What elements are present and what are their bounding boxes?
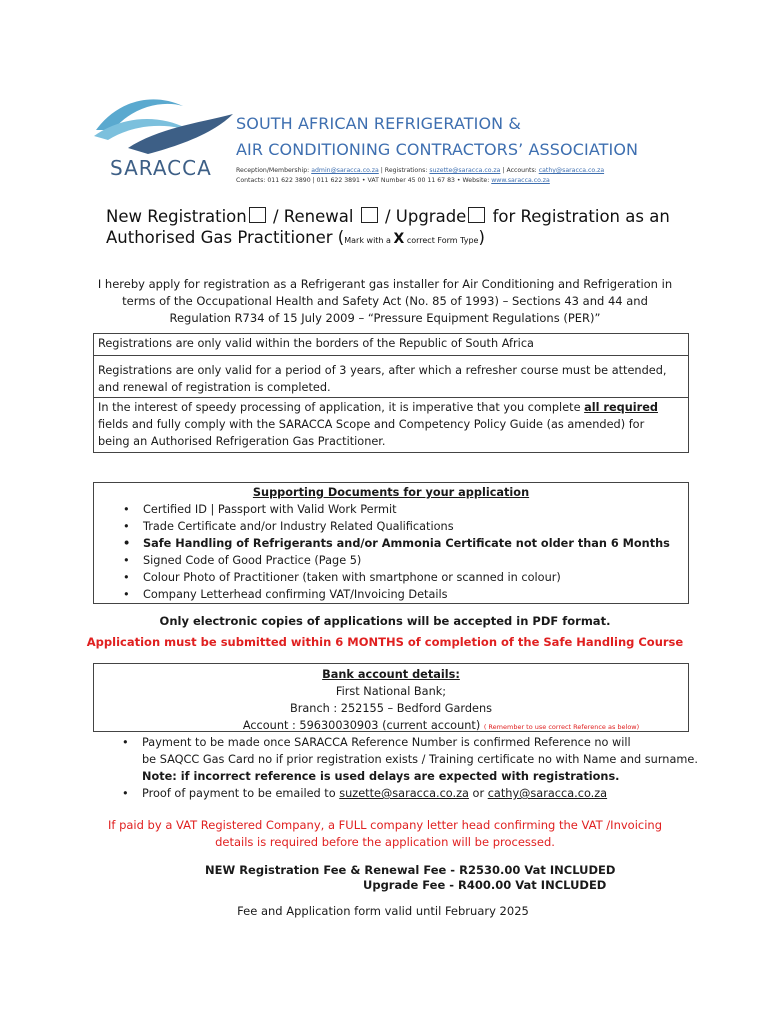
logo-text: SARACCA <box>110 156 212 180</box>
new-fee-prefix: NEW <box>205 863 236 877</box>
registration-renewal-fee: Registration Fee & Renewal Fee - R2530.00 Vat INCLUDED <box>239 863 616 877</box>
upgrade-fee: Upgrade Fee - R400.00 Vat INCLUDED <box>363 878 607 892</box>
upgrade-checkbox[interactable] <box>468 207 485 223</box>
note-speedy-processing: In the interest of speedy processing of application, it is imperative that you complete all required fields and fully comply with the SARACCA Scope and Competency Policy Guide (as amended) for being an Authorised Refrigeration Gas Practitioner. <box>98 401 658 448</box>
proof-of-payment-item: • Proof of payment to be emailed to suzette@saracca.co.za or cathy@saracca.co.za <box>93 785 733 802</box>
bank-name: First National Bank; <box>335 685 447 698</box>
supporting-documents-box <box>93 482 689 604</box>
document-item: • Company Letterhead confirming VAT/Invoicing Details <box>94 586 688 603</box>
document-item: • Certified ID | Passport with Valid Work Permit <box>94 501 688 518</box>
cathy-email-link[interactable]: cathy@saracca.co.za <box>487 787 608 800</box>
supporting-documents-heading: Supporting Documents for your application <box>252 486 530 499</box>
registrations-email-link[interactable]: suzette@saracca.co.za <box>429 167 501 174</box>
admin-email-link[interactable]: admin@saracca.co.za <box>311 167 379 174</box>
pdf-format-note: Only electronic copies of applications will be accepted in PDF format. <box>159 614 611 628</box>
reference-reminder: ( Remember to use correct Reference as below) <box>483 723 640 731</box>
payment-instructions <box>93 734 733 802</box>
document-item: • Trade Certificate and/or Industry Related Qualifications <box>94 518 688 535</box>
website-link[interactable]: www.saracca.co.za <box>491 177 550 184</box>
fees <box>205 863 615 893</box>
application-statement: I hereby apply for registration as a Refrigerant gas installer for Air Conditioning and Refrigeration in terms of the Occupational Health and Safety Act (No. 85 of 1993) – Sections 43 and 44 and Regulation R734 of 15 July 2009 – “Pressure Equipment Regulations (PER)” <box>97 277 673 325</box>
registration-notes-box <box>93 333 689 453</box>
logo-waves-icon <box>88 92 238 162</box>
bank-details-box <box>93 663 689 732</box>
renewal-checkbox[interactable] <box>361 207 378 223</box>
document-item: • Signed Code of Good Practice (Page 5) <box>94 552 688 569</box>
bank-account: Account : 59630030903 (current account) ( Remember to use correct Reference as below) <box>242 719 640 732</box>
bank-details-heading: Bank account details: <box>322 668 460 681</box>
document-item: • Safe Handling of Refrigerants and/or Ammonia Certificate not older than 6 Months <box>94 535 688 552</box>
form-title: New Registration / Renewal / Upgrade for Registration as an <box>106 207 670 226</box>
bank-branch: Branch : 252155 – Bedford Gardens <box>289 702 493 715</box>
document-item: • Colour Photo of Practitioner (taken with smartphone or scanned in colour) <box>94 569 688 586</box>
contact-emails: Reception/Membership: admin@saracca.co.za | Registrations: suzette@saracca.co.za | Accounts: cathy@saracca.co.za <box>236 167 605 174</box>
six-months-note: Application must be submitted within 6 MONTHS of completion of the Safe Handling Course <box>86 635 684 649</box>
org-name-line2: AIR CONDITIONING CONTRACTORS’ ASSOCIATION <box>236 140 639 159</box>
note-validity: Registrations are only valid for a period of 3 years, after which a refresher course must be attended, and renewal of registration is completed. <box>94 356 688 398</box>
note-borders: Registrations are only valid within the borders of the Republic of South Africa <box>94 334 688 356</box>
payment-reference-item: • Payment to be made once SARACCA Reference Number is confirmed Reference no will be SAQCC Gas Card no if prior registration exists / Training certificate no with Name and surname. Note: if incorrect reference is used delays are expected with registrations. <box>93 734 733 785</box>
supporting-documents-list <box>94 501 688 603</box>
contact-numbers: Contacts: 011 622 3890 | 011 622 3891 • VAT Number 45 00 11 67 83 • Website: www.saracca.co.za <box>236 177 550 184</box>
form-title-line2: Authorised Gas Practitioner (Mark with a X correct Form Type) <box>106 228 485 247</box>
org-name-line1: SOUTH AFRICAN REFRIGERATION & <box>236 114 521 133</box>
suzette-email-link[interactable]: suzette@saracca.co.za <box>339 787 469 800</box>
validity-note: Fee and Application form valid until February 2025 <box>237 904 529 918</box>
saracca-logo <box>88 92 238 187</box>
vat-company-note: If paid by a VAT Registered Company, a FULL company letter head confirming the VAT /Invoicing details is required before the application will be processed. <box>107 818 663 849</box>
new-registration-checkbox[interactable] <box>249 207 266 223</box>
accounts-email-link[interactable]: cathy@saracca.co.za <box>538 167 605 174</box>
